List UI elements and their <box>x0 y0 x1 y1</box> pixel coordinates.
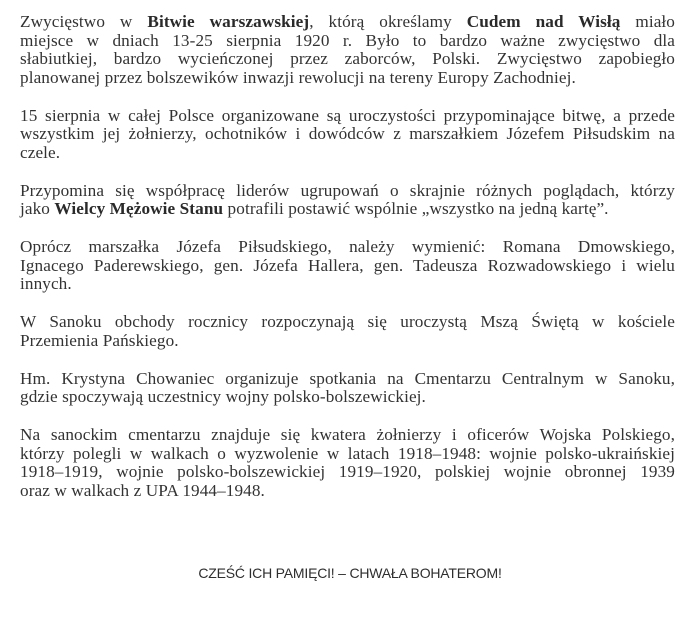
text-line <box>20 388 675 407</box>
text-run: Hm. Krystyna Chowaniec organizuje spotkania na Cmentarzu Centralnym w Sanoku, <box>20 368 675 388</box>
paragraph <box>20 238 675 294</box>
text-run: Ignacego Paderewskiego, gen. Józefa Hallera, gen. Tadeusza Rozwadowskiego i wielu <box>20 255 675 275</box>
text-line <box>20 426 675 445</box>
text-line <box>20 482 675 501</box>
bold-phrase: Wielcy Mężowie Stanu <box>54 199 224 218</box>
text-line <box>20 32 675 51</box>
bold-phrase: Cudem nad Wisłą <box>466 12 621 31</box>
text-line <box>20 275 675 294</box>
text-run: , którą określamy <box>309 12 467 31</box>
text-line <box>20 50 675 69</box>
text-run: Zwycięstwo w <box>20 12 148 31</box>
text-run: oraz w walkach z UPA 1944–1948. <box>20 480 265 500</box>
text-run: Przypomina się współpracę liderów ugrupowań o skrajnie różnych poglądach, którzy <box>20 180 675 200</box>
text-line <box>20 144 675 163</box>
text-run: Przemienia Pańskiego. <box>20 330 179 350</box>
document-body <box>20 13 675 520</box>
text-run: Oprócz marszałka Józefa Piłsudskiego, należy wymienić: Romana Dmowskiego, <box>20 237 675 256</box>
text-run: słabiutkiej, bardzo wycieńczonej przez zaborców, Polski. Zwycięstwo zapobiegło <box>20 49 675 68</box>
paragraph <box>20 313 675 350</box>
text-run: planowanej przez bolszewików inwazji rewolucji na tereny Europy Zachodniej. <box>20 67 576 87</box>
text-line <box>20 370 675 389</box>
closing-slogan: CZEŚĆ ICH PAMIĘCI! – CHWAŁA BOHATEROM! <box>198 565 502 581</box>
text-line <box>20 313 675 332</box>
text-run: jako <box>20 199 55 218</box>
text-run: czele. <box>20 142 61 162</box>
text-run: 1918–1919, wojnie polsko-bolszewickiej 1919–1920, polskiej wojnie obronnej 1939 <box>20 462 675 481</box>
text-run: wszystkim jej żołnierzy, ochotników i dowódców z marszałkiem Józefem Piłsudskim na <box>20 124 675 143</box>
paragraph <box>20 370 675 407</box>
paragraph <box>20 182 675 219</box>
text-line <box>20 182 675 201</box>
text-run: Na sanockim cmentarzu znajduje się kwatera żołnierzy i oficerów Wojska Polskiego, <box>20 425 675 444</box>
text-line <box>20 332 675 351</box>
paragraph <box>20 107 675 163</box>
text-run: 15 sierpnia w całej Polsce organizowane są uroczystości przypominające bitwę, a przede <box>20 105 675 125</box>
text-line <box>20 445 675 464</box>
paragraph <box>20 13 675 87</box>
text-line <box>20 463 675 482</box>
text-line <box>20 125 675 144</box>
text-line <box>20 13 675 32</box>
paragraph <box>20 426 675 500</box>
bold-phrase: Bitwie warszawskiej <box>147 12 310 31</box>
text-line <box>20 257 675 276</box>
text-run: miejsce w dniach 13-25 sierpnia 1920 r. Było to bardzo ważne zwycięstwo dla <box>20 30 675 50</box>
text-run: miało <box>620 12 676 31</box>
text-run: W Sanoku obchody rocznicy rozpoczynają się uroczystą Mszą Świętą w kościele <box>20 312 675 331</box>
text-line <box>20 238 675 257</box>
text-run: gdzie spoczywają uczestnicy wojny polsko-bolszewickiej. <box>20 387 426 406</box>
text-run: którzy polegli w walkach o wyzwolenie w latach 1918–1948: wojnie polsko-ukraińskiej <box>20 443 675 463</box>
text-line <box>20 69 675 88</box>
text-run: innych. <box>20 274 72 293</box>
text-line <box>20 107 675 126</box>
text-run: potrafili postawić wspólnie „wszystko na jedną kartę”. <box>223 199 609 218</box>
text-line <box>20 200 675 219</box>
